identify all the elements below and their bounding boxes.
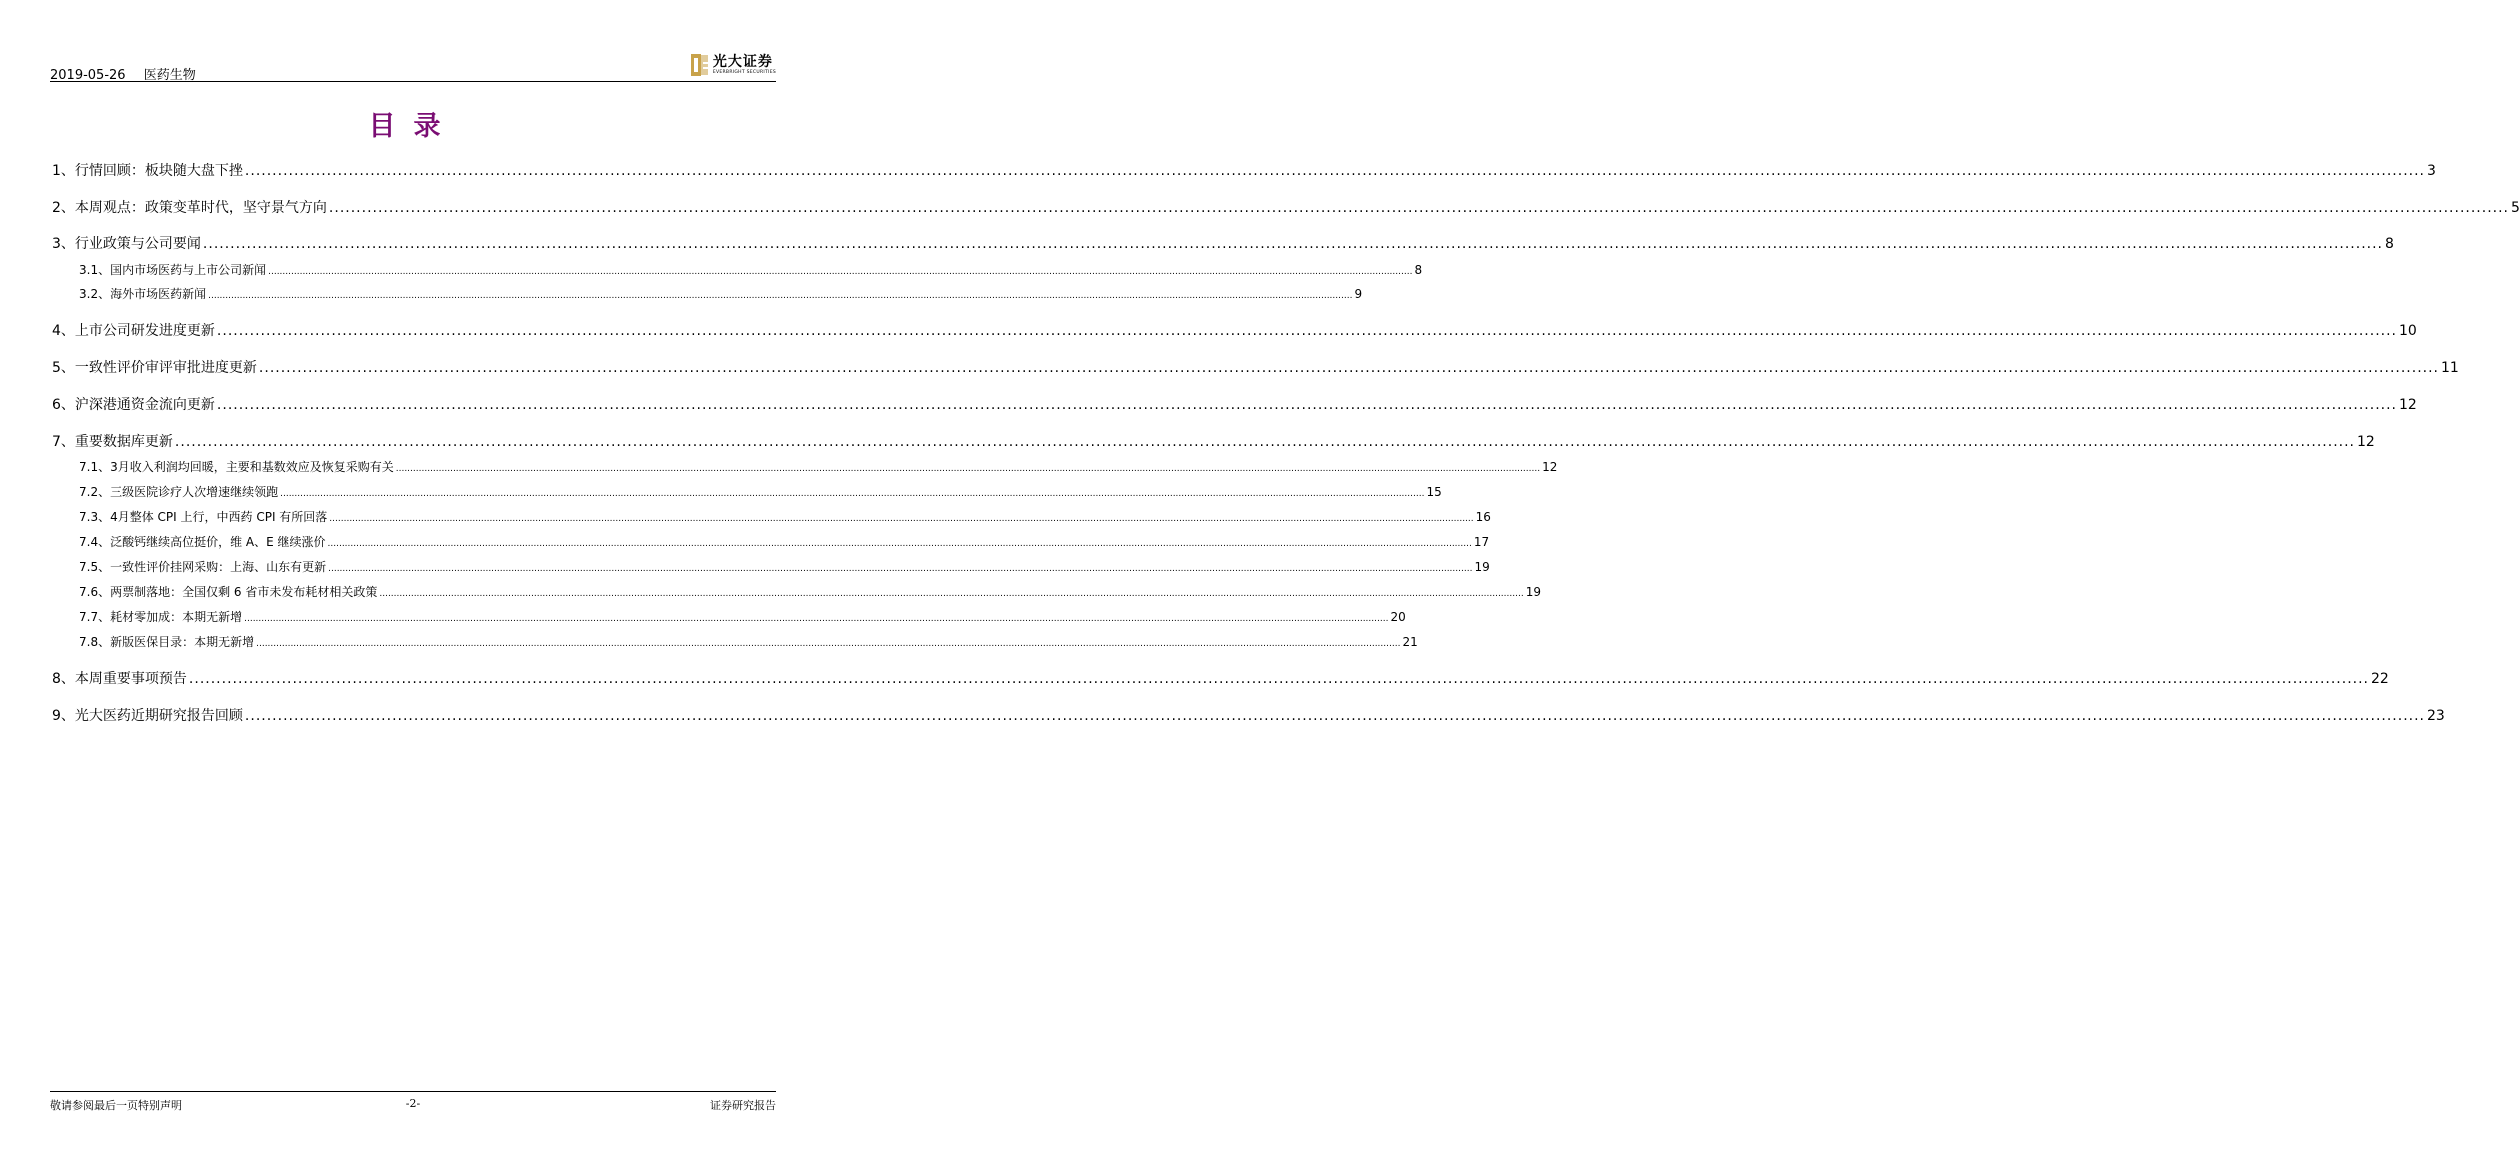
toc-entry-page: 16: [1475, 510, 1491, 524]
footer-disclaimer: 敬请参阅最后一页特别声明: [50, 1099, 182, 1112]
page-footer: [50, 1091, 776, 1117]
toc-entry-title: 光大医药近期研究报告回顾: [74, 708, 243, 724]
toc-entry[interactable]: [52, 160, 2436, 180]
toc-entry-page: 12: [1542, 460, 1558, 474]
toc-entry-page: 8: [1414, 263, 1423, 277]
toc-entry-title: 行业政策与公司要闻: [74, 236, 201, 252]
toc-entry[interactable]: [52, 508, 1491, 525]
toc-leader-dots: ................................................................................................................................................................................................................................................................................................................................................................................................................: [327, 539, 1472, 549]
toc-entry[interactable]: [52, 285, 1363, 302]
toc-entry-number: 7.4、: [79, 535, 111, 549]
toc-entry-title: 一致性评价审评审批进度更新: [74, 360, 257, 376]
report-date: 2019-05-26: [50, 68, 126, 83]
toc-leader-dots: ................................................................................................................................................................................................................................................................................................................................................................................................................: [280, 489, 1425, 499]
toc-entry-page: 23: [2427, 708, 2445, 724]
toc-entry[interactable]: [52, 633, 1418, 650]
toc-entry-number: 3.1、: [79, 263, 111, 277]
toc-entry-number: 7.2、: [79, 485, 111, 499]
toc-entry-page: 11: [2441, 360, 2459, 376]
toc-entry-page: 20: [1390, 610, 1406, 624]
toc-entry[interactable]: [52, 668, 2389, 688]
toc-entry-number: 7、: [52, 434, 75, 450]
toc-entry-page: 5: [2511, 200, 2520, 216]
toc-leader-dots: ................................................................................................................................................................................................................................................................................................................................................................................................................: [328, 564, 1473, 574]
toc-leader-dots: ................................................................................................................................................................................................................................................................................................................................................................................................................: [216, 397, 2397, 413]
toc-title: 目录: [368, 111, 459, 142]
toc-entry-number: 3、: [52, 236, 75, 252]
toc-entry-page: 3: [2427, 163, 2436, 179]
toc-leader-dots: ................................................................................................................................................................................................................................................................................................................................................................................................................: [244, 708, 2425, 724]
toc-leader-dots: ................................................................................................................................................................................................................................................................................................................................................................................................................: [188, 671, 2369, 687]
toc-entry-page: 12: [2357, 434, 2375, 450]
toc-entry-number: 7.3、: [79, 510, 111, 524]
toc-entry-page: 19: [1525, 585, 1541, 599]
toc-entry-number: 3.2、: [79, 287, 111, 301]
toc-entry-title: 沪深港通资金流向更新: [74, 397, 215, 413]
toc-leader-dots: ................................................................................................................................................................................................................................................................................................................................................................................................................: [328, 200, 2509, 216]
toc-entry-page: 15: [1426, 485, 1442, 499]
toc-entry-title: 泛酸钙继续高位挺价，维 A、E 继续涨价: [110, 535, 326, 549]
everbright-logo: [691, 52, 776, 78]
toc-entry-title: 一致性评价挂网采购：上海、山东有更新: [110, 560, 327, 574]
toc-entry[interactable]: [52, 583, 1541, 600]
toc-entry-number: 5、: [52, 360, 75, 376]
logo-english-name: EVERBRIGHT SECURITIES: [712, 69, 776, 75]
page-header: [50, 52, 776, 83]
report-sector: 医药生物: [143, 68, 196, 83]
header-divider: [50, 81, 776, 82]
logo-chinese-name: 光大证券: [712, 53, 773, 70]
toc-entry-title: 重要数据库更新: [74, 434, 173, 450]
toc-entry-title: 行情回顾：板块随大盘下挫: [74, 163, 243, 179]
toc-entry-title: 本周重要事项预告: [74, 671, 187, 687]
footer-doc-type: 证券研究报告: [710, 1099, 776, 1112]
toc-entry-page: 17: [1473, 535, 1490, 549]
toc-leader-dots: ................................................................................................................................................................................................................................................................................................................................................................................................................: [174, 434, 2355, 450]
toc-entry-number: 1、: [52, 163, 75, 179]
page-number: -2-: [405, 1097, 421, 1110]
toc-entry-number: 4、: [52, 323, 75, 339]
toc-leader-dots: ................................................................................................................................................................................................................................................................................................................................................................................................................: [329, 514, 1474, 524]
toc-entry[interactable]: [52, 483, 1442, 500]
toc-entry-title: 耗材零加成：本期无新增: [110, 610, 243, 624]
everbright-logo-icon: [691, 54, 709, 76]
toc-leader-dots: ................................................................................................................................................................................................................................................................................................................................................................................................................: [208, 291, 1353, 301]
toc-entry-number: 6、: [52, 397, 75, 413]
toc-entry[interactable]: [52, 608, 1406, 625]
toc-leader-dots: ................................................................................................................................................................................................................................................................................................................................................................................................................: [202, 236, 2383, 252]
toc-entry-number: 7.1、: [79, 460, 111, 474]
toc-entry[interactable]: [52, 705, 2445, 725]
toc-entry[interactable]: [52, 261, 1423, 278]
toc-leader-dots: ................................................................................................................................................................................................................................................................................................................................................................................................................: [379, 589, 1524, 599]
toc-leader-dots: ................................................................................................................................................................................................................................................................................................................................................................................................................: [244, 163, 2425, 179]
toc-entry-title: 国内市场医药与上市公司新闻: [110, 263, 267, 277]
toc-entry-title: 新版医保目录：本期无新增: [110, 635, 255, 649]
toc-entry-page: 12: [2399, 397, 2417, 413]
toc-leader-dots: ................................................................................................................................................................................................................................................................................................................................................................................................................: [216, 323, 2397, 339]
toc-entry-page: 22: [2371, 671, 2389, 687]
toc-entry[interactable]: [52, 357, 2459, 377]
toc-entry-title: 3月收入利润均回暖，主要和基数效应及恢复采购有关: [110, 460, 394, 474]
toc-entry[interactable]: [52, 458, 1558, 475]
toc-entry-number: 7.5、: [79, 560, 111, 574]
toc-entry-title: 本周观点：政策变革时代，坚守景气方向: [74, 200, 327, 216]
toc-entry-title: 4月整体 CPI 上行，中西药 CPI 有所回落: [110, 510, 328, 524]
toc-leader-dots: ................................................................................................................................................................................................................................................................................................................................................................................................................: [256, 639, 1401, 649]
toc-entry-title: 海外市场医药新闻: [110, 287, 207, 301]
toc-entry[interactable]: [52, 197, 2520, 217]
footer-divider: [50, 1091, 776, 1092]
toc-entry-page: 9: [1354, 287, 1363, 301]
toc-leader-dots: ................................................................................................................................................................................................................................................................................................................................................................................................................: [268, 267, 1413, 277]
toc-entry-title: 两票制落地：全国仅剩 6 省市未发布耗材相关政策: [110, 585, 378, 599]
toc-entry-number: 7.7、: [79, 610, 111, 624]
toc-leader-dots: ................................................................................................................................................................................................................................................................................................................................................................................................................: [258, 360, 2439, 376]
toc-entry[interactable]: [52, 394, 2417, 414]
toc-entry[interactable]: [52, 558, 1490, 575]
toc-entry-title: 上市公司研发进度更新: [74, 323, 215, 339]
toc-entry-number: 7.8、: [79, 635, 111, 649]
toc-entry-page: 10: [2399, 323, 2417, 339]
toc-entry-number: 2、: [52, 200, 75, 216]
toc-leader-dots: ................................................................................................................................................................................................................................................................................................................................................................................................................: [244, 614, 1389, 624]
toc-entry[interactable]: [52, 233, 2394, 253]
toc-entry-page: 21: [1402, 635, 1418, 649]
toc-entry-number: 9、: [52, 708, 75, 724]
toc-entry-number: 7.6、: [79, 585, 111, 599]
toc-entry[interactable]: [52, 431, 2375, 451]
toc-entry[interactable]: [52, 320, 2417, 340]
toc-entry-page: 8: [2385, 236, 2394, 252]
toc-entry-page: 19: [1474, 560, 1490, 574]
toc-entry-title: 三级医院诊疗人次增速继续领跑: [110, 485, 279, 499]
toc-entry-number: 8、: [52, 671, 75, 687]
toc-entry[interactable]: [52, 533, 1490, 550]
toc-leader-dots: ................................................................................................................................................................................................................................................................................................................................................................................................................: [395, 464, 1541, 474]
